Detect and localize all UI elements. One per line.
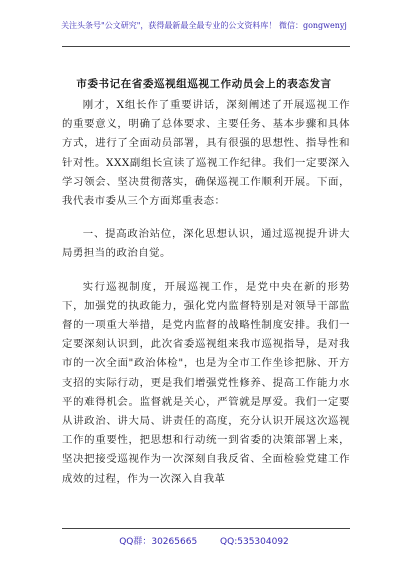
- paragraph-section-heading: 一、提高政治站位，深化思想认识，通过巡视提升讲大局勇担当的政治自觉。: [62, 228, 350, 260]
- header-divider: [62, 46, 350, 47]
- footer-qq-group: QQ群：30265665: [119, 537, 198, 547]
- document-title: 市委书记在省委巡视组巡视工作动员会上的表态发言: [76, 78, 332, 90]
- paragraph-body: 实行巡视制度，开展巡视工作，是党中央在新的形势下，加强党的执政能力，强化党内监督特别是对领导干部监督的一项重大举措，是党内监督的战略性制度安排。我们一定要深刻认识到，此次省委巡视组来我市巡视指导，是对我市的一次全面"政治体检"，也是为全市工作坐诊把脉、开方支招的实际行动，更是我们增强党性修养、提高工作能力水平的难得机会。监督就是关心，严管就是厚爱。我们一定要从讲政治、讲大局、讲责任的高度，充分认识开展这次巡视工作的重要性，把思想和行动统一到省委的决策部署上来，坚决把接受巡视作为一次深刻自我反省、全面检验党建工作成效的过程，作为一次深入自我革: [62, 280, 350, 485]
- header-banner: 关注头条号"公文研究"，获得最新最全最专业的公文资料库！ 微信：gongwenyj: [61, 21, 347, 30]
- footer-divider: [62, 528, 350, 529]
- footer-qq-number: QQ:535304092: [220, 537, 289, 547]
- footer-contact: [0, 534, 408, 547]
- document-body: [62, 96, 350, 503]
- paragraph-opening: 刚才，X组长作了重要讲话，深刻阐述了开展巡视工作的重要意义，明确了总体要求、主要任务、基本步骤和具体方式，进行了全面动员部署，具有很强的思想性、指导性和针对性。XXX副组长宣读了巡视工作纪律。我们一定要深入学习领会、坚决贯彻落实，确保巡视工作顺利开展。下面，我代表市委从三个方面郑重表态：: [62, 99, 350, 208]
